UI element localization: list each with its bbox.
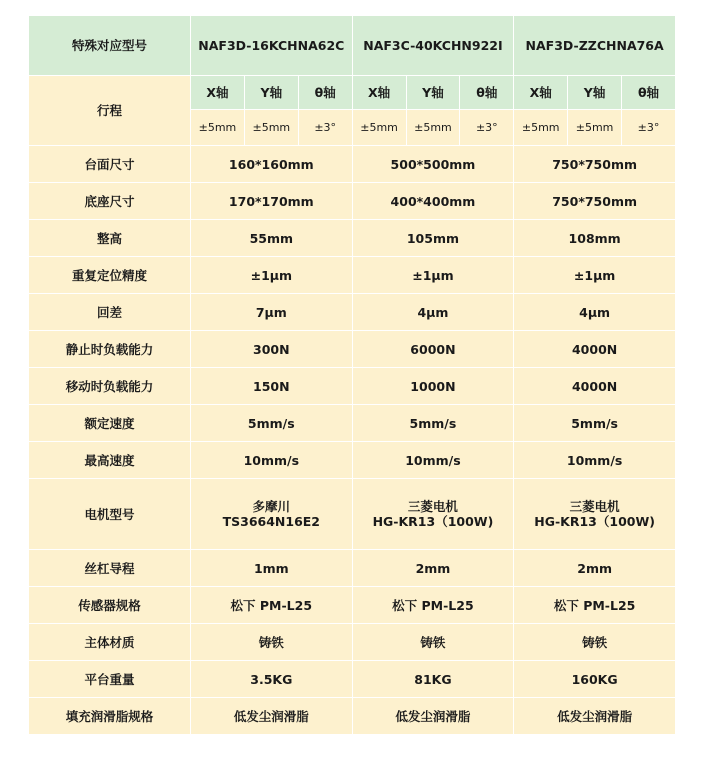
axis-cell: X轴 [514,76,568,110]
value-cell: 10mm/s [191,442,353,479]
axis-cell: θ轴 [622,76,676,110]
row-label-cell: 丝杠导程 [29,550,191,587]
value-line: TS3664N16E2 [222,514,321,529]
value-cell: 低发尘润滑脂 [191,698,353,735]
table-row [29,661,676,698]
value-cell: 10mm/s [352,442,514,479]
row-label-cell: 最高速度 [29,442,191,479]
row-label-cell: 回差 [29,294,191,331]
value-cell: 3.5KG [191,661,353,698]
value-cell: 4000N [514,368,676,405]
row-label-cell: 主体材质 [29,624,191,661]
value-cell: 81KG [352,661,514,698]
value-cell: ±1μm [352,257,514,294]
value-line: HG-KR13（100W) [372,514,494,529]
value-line: 多摩川 [252,499,291,514]
row-label-cell: 传感器规格 [29,587,191,624]
row-label-cell: 平台重量 [29,661,191,698]
travel-label-cell: 行程 [29,76,191,146]
row-label-cell: 电机型号 [29,479,191,550]
spec-table [28,15,676,735]
value-cell [514,479,676,550]
table-row [29,220,676,257]
model-header-cell: NAF3C-40KCHN922I [352,16,514,76]
table-row [29,698,676,735]
table-header-row [29,16,676,76]
value-line: HG-KR13（100W) [534,514,655,529]
value-cell: 低发尘润滑脂 [352,698,514,735]
travel-axis-row [29,76,676,110]
row-label-cell: 填充润滑脂规格 [29,698,191,735]
limit-cell: ±5mm [568,110,622,146]
value-cell: 7μm [191,294,353,331]
row-label-cell: 台面尺寸 [29,146,191,183]
value-cell: 160*160mm [191,146,353,183]
value-line: 三菱电机 [407,499,458,514]
table-row [29,624,676,661]
value-cell: 1000N [352,368,514,405]
row-label-cell: 重复定位精度 [29,257,191,294]
value-cell: 108mm [514,220,676,257]
model-header-cell: NAF3D-16KCHNA62C [191,16,353,76]
value-line: 三菱电机 [569,499,620,514]
value-cell: 750*750mm [514,146,676,183]
value-cell: 300N [191,331,353,368]
value-cell: 2mm [352,550,514,587]
table-row [29,331,676,368]
value-cell: 1mm [191,550,353,587]
limit-cell: ±3° [622,110,676,146]
spec-table-container [28,15,676,735]
row-label-cell: 额定速度 [29,405,191,442]
value-cell: 松下 PM-L25 [191,587,353,624]
limit-cell: ±5mm [244,110,298,146]
table-row [29,146,676,183]
value-cell: 松下 PM-L25 [352,587,514,624]
axis-cell: Y轴 [244,76,298,110]
value-cell: 400*400mm [352,183,514,220]
value-cell: 5mm/s [191,405,353,442]
table-row [29,479,676,550]
table-row [29,550,676,587]
value-cell: 750*750mm [514,183,676,220]
value-cell: 4μm [514,294,676,331]
value-cell: 4μm [352,294,514,331]
value-cell: 170*170mm [191,183,353,220]
row-label-cell: 底座尺寸 [29,183,191,220]
table-row [29,442,676,479]
limit-cell: ±3° [460,110,514,146]
value-cell: 低发尘润滑脂 [514,698,676,735]
value-cell: 铸铁 [352,624,514,661]
row-label-cell: 移动时负载能力 [29,368,191,405]
table-row [29,587,676,624]
value-cell [191,479,353,550]
limit-cell: ±5mm [352,110,406,146]
value-cell: 105mm [352,220,514,257]
limit-cell: ±5mm [191,110,245,146]
value-cell: 55mm [191,220,353,257]
axis-cell: X轴 [352,76,406,110]
table-row [29,405,676,442]
value-cell: 铸铁 [191,624,353,661]
value-cell: 松下 PM-L25 [514,587,676,624]
axis-cell: Y轴 [406,76,460,110]
value-cell: ±1μm [514,257,676,294]
value-cell: 5mm/s [352,405,514,442]
axis-cell: Y轴 [568,76,622,110]
table-row [29,257,676,294]
table-row [29,368,676,405]
axis-cell: θ轴 [460,76,514,110]
axis-cell: θ轴 [298,76,352,110]
model-header-cell: NAF3D-ZZCHNA76A [514,16,676,76]
value-cell: 5mm/s [514,405,676,442]
value-cell: 4000N [514,331,676,368]
value-cell: 150N [191,368,353,405]
value-cell: ±1μm [191,257,353,294]
row-label-cell: 整高 [29,220,191,257]
value-cell: 500*500mm [352,146,514,183]
value-cell: 6000N [352,331,514,368]
value-cell: 10mm/s [514,442,676,479]
row-label-cell: 静止时负载能力 [29,331,191,368]
table-row [29,183,676,220]
value-cell [352,479,514,550]
value-cell: 2mm [514,550,676,587]
limit-cell: ±3° [298,110,352,146]
value-cell: 160KG [514,661,676,698]
table-row [29,294,676,331]
limit-cell: ±5mm [406,110,460,146]
axis-cell: X轴 [191,76,245,110]
spec-table-body [29,16,676,735]
header-label-cell: 特殊对应型号 [29,16,191,76]
limit-cell: ±5mm [514,110,568,146]
value-cell: 铸铁 [514,624,676,661]
